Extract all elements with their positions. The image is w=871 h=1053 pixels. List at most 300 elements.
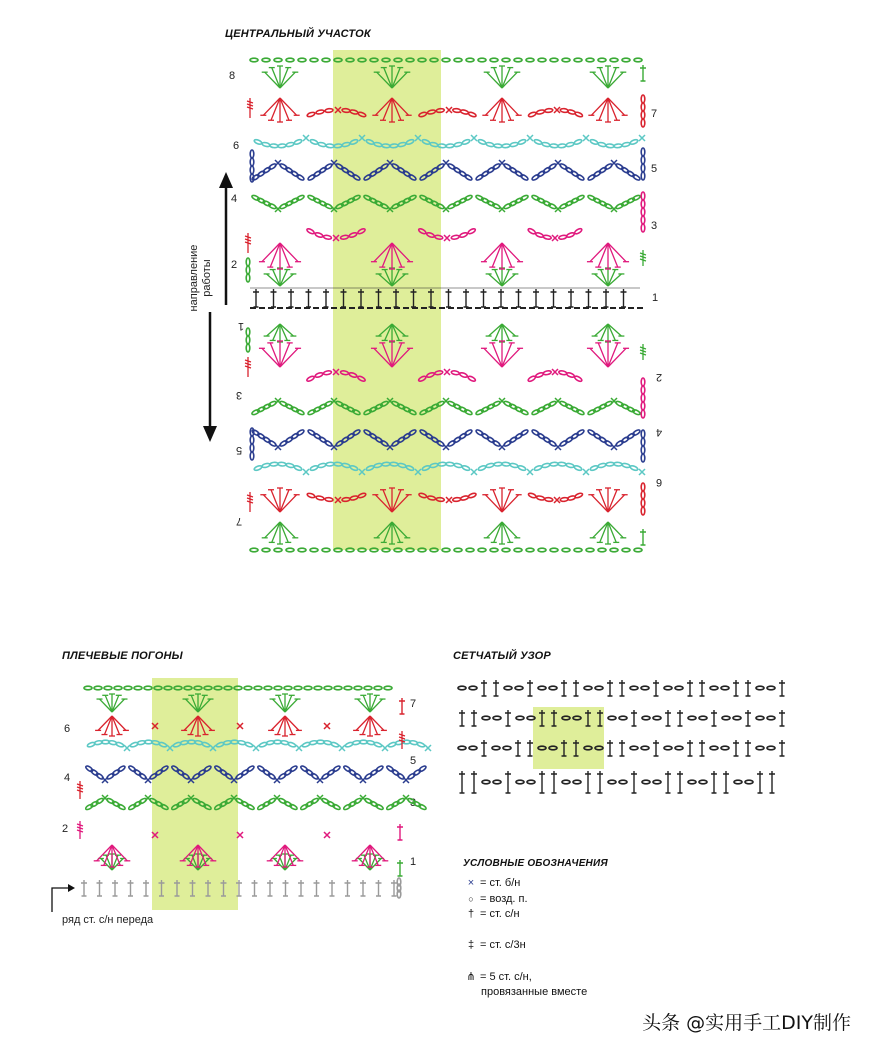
front-row-arrow <box>52 888 70 912</box>
trc-stitch <box>640 344 646 360</box>
chain-stitch <box>641 386 645 394</box>
chain-stitch <box>270 144 278 148</box>
chain-stitch <box>246 266 250 274</box>
fan-stitch <box>485 495 502 512</box>
chain-stitch <box>574 139 583 145</box>
sc-stitch <box>555 160 561 166</box>
chain-stitch <box>486 167 495 174</box>
chain-stitch <box>641 410 645 418</box>
fan-stitch <box>105 716 112 735</box>
chain-stitch <box>286 58 294 62</box>
fan-stitch <box>270 845 285 861</box>
chain-stitch <box>641 216 645 224</box>
chain-stitch <box>543 370 552 375</box>
chain-stitch <box>518 139 527 145</box>
chain-stitch <box>307 112 316 118</box>
chain-stitch <box>330 742 339 748</box>
sc-stitch <box>471 135 477 141</box>
fan-stitch <box>599 490 608 512</box>
chain-stitch <box>117 765 126 772</box>
dc-stitch <box>267 880 273 896</box>
chain-stitch <box>284 769 293 776</box>
fan-stitch <box>280 243 298 262</box>
chain-stitch <box>641 103 645 111</box>
chain-stitch <box>322 548 330 552</box>
chain-stitch <box>478 548 486 552</box>
chain-stitch <box>458 170 467 177</box>
chain-stitch <box>610 58 618 62</box>
dc-stitch <box>745 710 751 726</box>
chain-stitch <box>482 716 490 720</box>
chain-stitch <box>562 780 570 784</box>
chain-stitch <box>250 436 254 444</box>
chain-stitch <box>527 375 536 382</box>
chain-stitch <box>509 167 518 174</box>
chain-stitch <box>325 108 333 112</box>
chain-stitch <box>278 773 287 780</box>
sc-stitch <box>317 777 323 783</box>
chain-stitch <box>478 139 487 145</box>
chain-stitch <box>653 716 661 720</box>
fan-stitch <box>593 522 608 538</box>
chain-stitch <box>246 765 255 772</box>
shoulder-row-num: 1 <box>410 856 417 868</box>
chain-stitch <box>675 746 683 750</box>
sc-stitch <box>360 777 366 783</box>
chain-stitch <box>608 780 616 784</box>
chain-stitch <box>642 716 650 720</box>
chain-stitch <box>466 548 474 552</box>
dc-stitch <box>597 771 603 793</box>
dc-stitch <box>733 740 739 756</box>
dc-stitch <box>481 740 487 756</box>
chain-stitch <box>250 58 258 62</box>
chain-stitch <box>310 139 319 145</box>
sc-stitch <box>275 160 281 166</box>
fan-stitch <box>280 490 289 512</box>
chain-stitch <box>262 167 271 174</box>
chain-stitch <box>566 463 575 468</box>
sc-stitch <box>554 107 560 113</box>
chain-stitch <box>548 163 557 170</box>
chain-stitch <box>641 394 645 402</box>
legend-item-trc: ‡ = ст. с/3н <box>462 939 526 951</box>
sc-stitch <box>446 497 452 503</box>
chain-stitch <box>710 686 718 690</box>
chain-stitch <box>451 370 460 375</box>
chain-stitch <box>503 163 512 170</box>
chain-stitch <box>562 548 570 552</box>
chain-stitch <box>486 463 495 468</box>
chain-stitch <box>375 804 384 811</box>
chain-stitch <box>462 465 471 471</box>
chain-stitch <box>502 58 510 62</box>
chain-stitch <box>562 58 570 62</box>
chain-stitch <box>622 548 630 552</box>
chain-stitch <box>490 58 498 62</box>
central-row-num: 2 <box>656 371 663 383</box>
sc-stitch <box>443 160 449 166</box>
dc-stitch <box>687 740 693 756</box>
chain-stitch <box>722 716 730 720</box>
chain-stitch <box>313 170 322 177</box>
chain-stitch <box>492 163 501 170</box>
chain-stitch <box>310 772 319 780</box>
chain-stitch <box>306 375 315 382</box>
chain-stitch <box>296 194 305 201</box>
chain-stitch <box>246 274 250 282</box>
chain-stitch <box>315 232 324 238</box>
chain-stitch <box>619 780 627 784</box>
chain-stitch <box>641 156 645 164</box>
chain-stitch <box>481 433 490 440</box>
chain-stitch <box>454 58 462 62</box>
chain-stitch <box>598 436 607 443</box>
fan-stitch <box>608 243 618 267</box>
fan-stitch <box>502 495 519 512</box>
chain-stitch <box>514 548 522 552</box>
fan-stitch <box>494 522 502 542</box>
chain-stitch <box>767 686 775 690</box>
dc-stitch <box>527 740 533 756</box>
front-row-label: ряд ст. с/н переда <box>62 914 154 926</box>
chain-stitch <box>545 108 553 113</box>
chain-stitch <box>407 773 416 780</box>
dc-stitch <box>551 771 557 793</box>
chain-stitch <box>699 716 707 720</box>
watermark: 头条 @实用手工DIY制作 <box>642 1012 851 1034</box>
repeat-highlight <box>152 678 238 910</box>
chain-stitch <box>653 780 661 784</box>
fan-stitch <box>271 98 280 120</box>
fan-stitch <box>262 348 280 367</box>
fan-stitch <box>278 695 285 712</box>
fan-stitch <box>285 716 292 735</box>
chain-stitch <box>641 483 645 491</box>
dc-stitch <box>619 680 625 696</box>
chain-stitch <box>622 142 631 147</box>
sc-stitch <box>583 469 589 475</box>
fan-stitch <box>285 699 298 712</box>
chain-stitch <box>254 139 263 145</box>
chain-stitch <box>641 95 645 103</box>
chain-stitch <box>516 716 524 720</box>
chain-stitch <box>504 686 512 690</box>
chain-stitch <box>454 463 463 468</box>
chain-stitch <box>486 436 495 443</box>
chain-stitch <box>481 170 490 177</box>
chain-stitch <box>550 548 558 552</box>
chain-stitch <box>453 436 462 443</box>
dc-stitch <box>515 740 521 756</box>
chain-stitch <box>641 454 645 462</box>
chain-stitch <box>537 433 546 440</box>
chain-stitch <box>756 686 764 690</box>
dc-stitch <box>527 680 533 696</box>
trc-stitch <box>77 781 83 799</box>
chain-stitch <box>536 495 545 500</box>
sc-stitch <box>527 469 533 475</box>
fan-stitch <box>285 716 299 730</box>
chain-stitch <box>641 446 645 454</box>
chain-stitch <box>558 462 566 466</box>
dc-stitch <box>128 880 134 896</box>
sc-stitch <box>324 832 330 838</box>
chain-stitch <box>375 765 384 772</box>
chain-stitch <box>566 232 575 238</box>
sc-stitch <box>583 135 589 141</box>
chain-stitch <box>374 686 382 690</box>
chain-stitch <box>550 462 558 466</box>
fan-stitch <box>272 68 280 88</box>
shoulder-row-num: 5 <box>410 755 417 767</box>
chain-stitch <box>246 344 250 352</box>
dc-stitch <box>653 740 659 756</box>
chain-stitch <box>325 497 333 501</box>
chain-stitch <box>478 465 487 471</box>
chain-stitch <box>518 465 527 471</box>
chain-stitch <box>294 139 303 145</box>
chain-stitch <box>664 746 672 750</box>
fan-stitch <box>112 695 119 712</box>
chain-stitch <box>574 58 582 62</box>
chain-stitch <box>316 109 325 114</box>
chain-stitch <box>324 686 332 690</box>
chain-stitch <box>574 548 582 552</box>
chain-stitch <box>460 109 469 114</box>
sc-stitch <box>446 107 452 113</box>
chain-stitch <box>446 462 454 466</box>
chain-stitch <box>246 328 250 336</box>
fan-stitch <box>370 845 385 861</box>
chain-stitch <box>262 463 271 468</box>
chain-stitch <box>593 433 602 440</box>
dc-stitch <box>397 824 403 840</box>
chain-stitch <box>641 148 645 156</box>
chain-stitch <box>641 746 649 750</box>
chain-stitch <box>95 772 104 780</box>
chain-stitch <box>462 139 471 145</box>
chain-stitch <box>442 58 450 62</box>
chain-stitch <box>570 433 579 440</box>
chain-stitch <box>458 746 466 750</box>
chain-stitch <box>515 686 523 690</box>
chain-stitch <box>756 746 764 750</box>
chain-stitch <box>756 716 764 720</box>
sc-stitch <box>324 723 330 729</box>
chain-stitch <box>318 463 327 468</box>
chain-stitch <box>514 58 522 62</box>
fan-stitch <box>363 695 370 712</box>
chain-stitch <box>268 163 277 170</box>
dc-stitch <box>711 710 717 726</box>
chain-stitch <box>615 163 624 170</box>
chain-stitch <box>574 375 583 382</box>
dc-stitch <box>586 289 592 307</box>
chain-stitch <box>514 433 523 440</box>
chain-stitch <box>391 769 400 777</box>
chain-stitch <box>615 440 624 447</box>
chain-stitch <box>318 142 327 147</box>
chain-stitch <box>246 336 250 344</box>
fan-stitch <box>590 243 608 262</box>
fan-stitch <box>271 716 285 730</box>
fan-stitch <box>280 68 288 88</box>
sc-stitch <box>102 777 108 783</box>
fan-stitch <box>608 522 623 538</box>
chain-stitch <box>566 372 575 378</box>
shoulder-row-num: 2 <box>62 823 69 835</box>
chain-stitch <box>469 746 477 750</box>
chain-stitch <box>304 686 312 690</box>
fan-stitch <box>593 72 608 88</box>
chain-stitch <box>641 172 645 180</box>
chain-stitch <box>464 429 473 436</box>
fan-stitch <box>591 98 608 115</box>
fan-stitch <box>285 695 292 712</box>
repeat-highlight <box>333 50 441 550</box>
chain-stitch <box>549 686 557 690</box>
legend-item-sc: × = ст. б/н <box>462 877 520 889</box>
chain-stitch <box>459 232 468 238</box>
central-row-num: 4 <box>656 426 663 438</box>
chain-stitch <box>386 765 395 773</box>
dc-stitch <box>653 680 659 696</box>
chain-stitch <box>267 772 276 780</box>
fan-stitch <box>502 98 519 115</box>
shoulder-row-num: 3 <box>410 797 417 809</box>
chain-stitch <box>370 769 379 776</box>
dc-stitch <box>298 880 304 896</box>
fan-stitch <box>600 68 608 88</box>
fan-stitch <box>487 72 502 88</box>
fan-stitch <box>105 695 112 712</box>
sc-stitch <box>275 444 281 450</box>
dc-stitch <box>687 680 693 696</box>
sc-stitch <box>639 469 645 475</box>
chain-stitch <box>527 228 536 235</box>
chain-stitch <box>542 436 551 443</box>
chain-stitch <box>570 170 579 177</box>
chain-stitch <box>641 119 645 127</box>
chain-stitch <box>632 409 641 416</box>
chain-stitch <box>469 686 477 690</box>
dc-stitch <box>619 740 625 756</box>
chain-stitch <box>468 492 477 498</box>
chain-stitch <box>641 491 645 499</box>
chain-stitch <box>641 430 645 438</box>
chain-stitch <box>307 493 316 499</box>
chain-stitch <box>286 548 294 552</box>
chain-stitch <box>453 108 461 113</box>
chain-stitch <box>468 111 477 117</box>
sc-stitch <box>296 745 302 751</box>
chain-stitch <box>348 769 357 777</box>
chain-stitch <box>587 429 596 436</box>
fan-stitch <box>608 98 617 120</box>
chain-stitch <box>278 462 286 466</box>
dc-stitch <box>723 771 729 793</box>
chain-stitch <box>641 507 645 515</box>
fan-stitch <box>112 845 127 861</box>
chain-stitch <box>537 170 546 177</box>
legend-title: УСЛОВНЫЕ ОБОЗНАЧЕНИЯ <box>463 858 608 869</box>
central-row-num: 6 <box>656 476 663 488</box>
chain-stitch <box>307 429 316 436</box>
chain-stitch <box>598 167 607 174</box>
chain-stitch <box>289 765 298 772</box>
front-row-arrow-head <box>68 884 75 892</box>
sc-stitch <box>303 469 309 475</box>
dc-stitch <box>471 771 477 793</box>
fan-stitch <box>502 243 512 267</box>
fan-stitch <box>278 716 285 735</box>
fan-stitch <box>285 845 300 861</box>
chain-stitch <box>534 139 543 145</box>
fan-stitch <box>608 348 626 367</box>
chain-stitch <box>641 686 649 690</box>
chain-stitch <box>520 174 529 181</box>
chain-stitch <box>322 58 330 62</box>
fan-stitch <box>370 699 383 712</box>
chain-stitch <box>262 436 271 443</box>
dc-stitch <box>252 880 258 896</box>
chain-stitch <box>538 548 546 552</box>
fan-stitch <box>370 695 377 712</box>
chain-stitch <box>586 58 594 62</box>
chain-stitch <box>313 433 322 440</box>
fan-stitch <box>265 522 280 538</box>
chain-stitch <box>490 548 498 552</box>
chain-stitch <box>545 497 553 502</box>
chain-stitch <box>454 548 462 552</box>
chain-stitch <box>576 194 585 201</box>
sc-stitch <box>274 777 280 783</box>
chain-stitch <box>493 716 501 720</box>
dc-icon: † <box>467 908 475 920</box>
chain-stitch <box>310 548 318 552</box>
fan-stitch <box>502 522 510 542</box>
chain-stitch <box>574 228 583 235</box>
chain-stitch <box>250 452 254 460</box>
chain-stitch <box>353 772 362 780</box>
chain-stitch <box>373 742 382 748</box>
chain-stitch <box>451 235 460 240</box>
dc-stitch <box>143 880 149 896</box>
chain-stitch <box>294 686 302 690</box>
chain-stitch <box>316 495 325 500</box>
fan-stitch <box>263 495 280 512</box>
chain-stitch <box>634 58 642 62</box>
chain-stitch <box>526 58 534 62</box>
dc-stitch <box>399 698 405 714</box>
chain-stitch <box>626 433 635 440</box>
chain-stitch <box>90 769 99 777</box>
chain-stitch <box>413 769 422 776</box>
chain-stitch <box>244 686 252 690</box>
chain-stitch <box>641 499 645 507</box>
fan-stitch <box>280 72 295 88</box>
chain-stitch <box>475 429 484 436</box>
sc-stitch <box>499 160 505 166</box>
chain-stitch <box>314 686 322 690</box>
central-row-num: 3 <box>651 220 658 232</box>
sc-stitch <box>554 497 560 503</box>
fan-stitch <box>262 243 280 262</box>
fan-stitch <box>608 495 625 512</box>
chain-stitch <box>576 409 585 416</box>
trc-icon: ‡ <box>467 939 475 951</box>
